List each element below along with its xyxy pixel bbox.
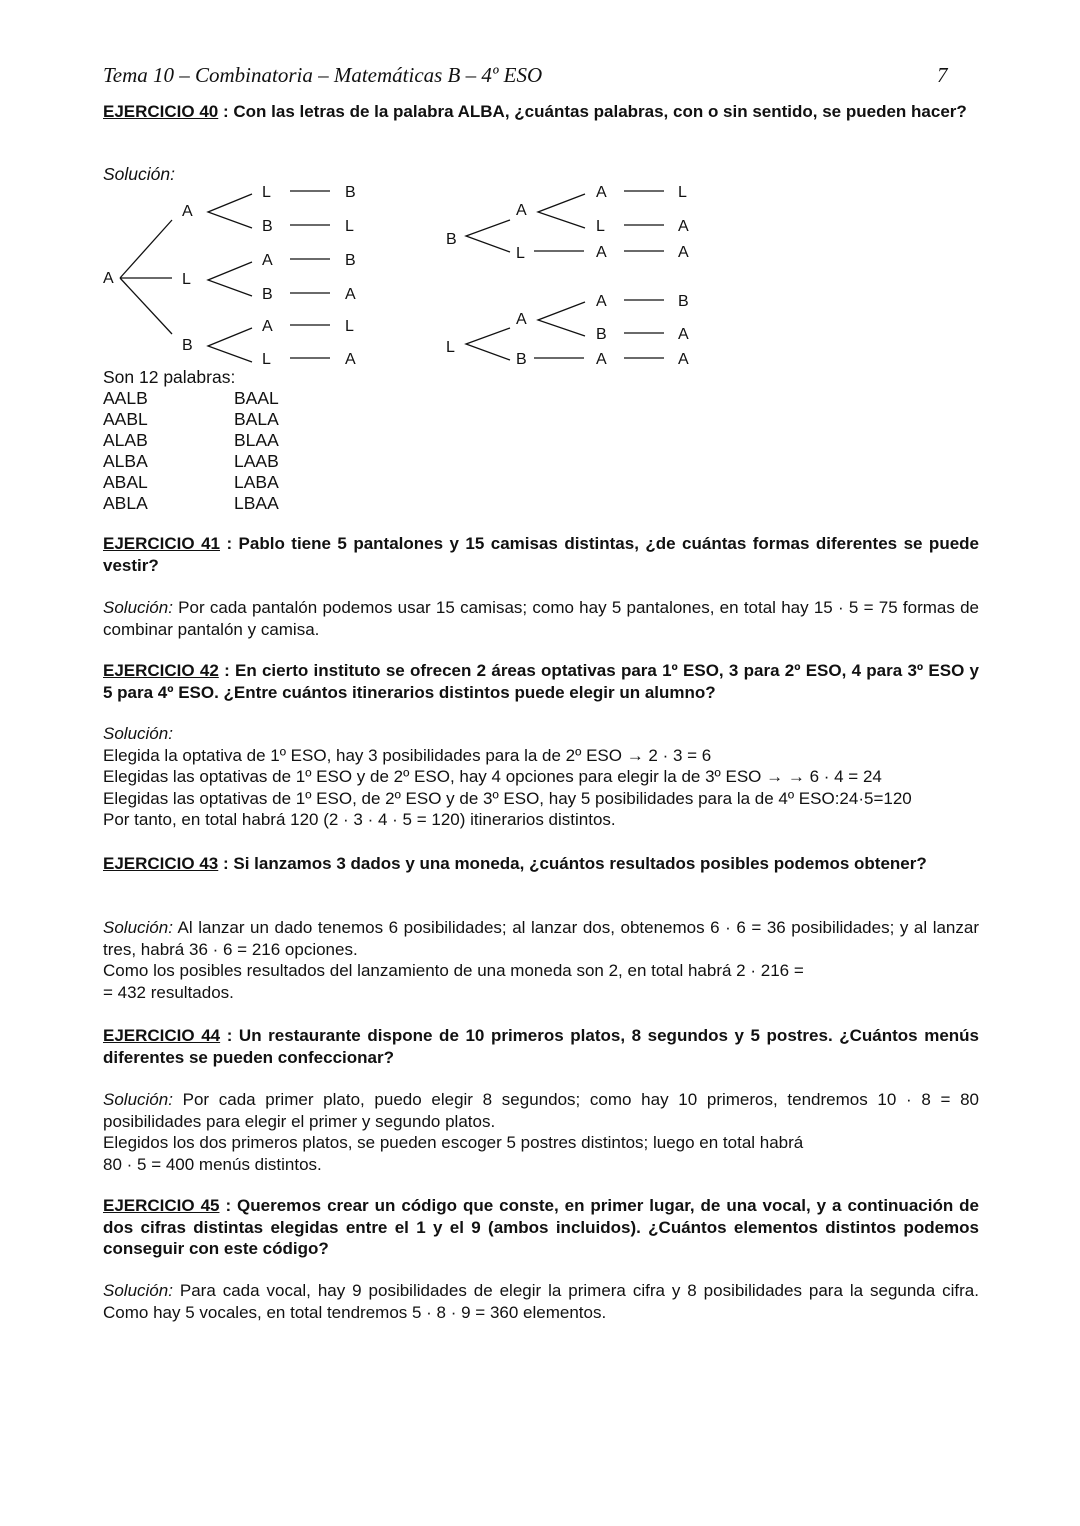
exercise-40-solution-label: Solución: — [103, 164, 175, 184]
tree3-fork — [466, 328, 510, 360]
tree1-l3-node: B — [345, 184, 356, 201]
word: AALB — [103, 388, 148, 408]
tree1-fork — [208, 262, 252, 296]
tree1-l3-node: L — [345, 318, 354, 335]
words-column-1 — [103, 388, 148, 514]
tree1-fork — [208, 328, 252, 362]
exercise-45-solution-label: Solución: — [103, 1281, 173, 1300]
word: LBAA — [234, 493, 279, 513]
tree2-l3-node: L — [678, 184, 687, 201]
tree3-l2-node: A — [596, 351, 607, 368]
exercise-44-label: EJERCICIO 44 — [103, 1026, 221, 1045]
exercise-44-solution — [103, 1089, 979, 1175]
exercise-42-line-3: Elegidas las optativas de 1º ESO, de 2º ESO y de 3º ESO, hay 5 posibilidades para la de 4º ESO:24·5=120 — [103, 788, 912, 808]
tree1-l2-node: A — [262, 318, 273, 335]
exercise-40-text: : Con las letras de la palabra ALBA, ¿cuántas palabras, con o sin sentido, se pueden hacer? — [218, 102, 967, 121]
word: BALA — [234, 409, 279, 429]
word: AABL — [103, 409, 148, 429]
exercise-41-label: EJERCICIO 41 — [103, 534, 220, 553]
tree1-l3-node: A — [345, 286, 356, 303]
exercise-41-solution — [103, 597, 979, 640]
exercise-44-line-3: 80 · 5 = 400 menús distintos. — [103, 1154, 322, 1174]
exercise-43-label: EJERCICIO 43 — [103, 854, 219, 873]
exercise-40-label: EJERCICIO 40 — [103, 102, 219, 121]
exercise-45-solution-text: Para cada vocal, hay 9 posibilidades de elegir la primera cifra y 8 posibilidades para la segunda cifra. Como hay 5 vocales, en total tendremos 5 · 8 · 9 = 360 elementos. — [103, 1281, 979, 1322]
tree3-l1-node: B — [516, 351, 527, 368]
exercise-44-solution-text: Por cada primer plato, puedo elegir 8 segundos; como hay 10 primeros, tendremos 10 · 8 = 80 posibilidades para elegir el primer y segundo platos. — [103, 1090, 979, 1131]
page-number: 7 — [937, 63, 948, 87]
exercise-42-question — [103, 660, 979, 703]
tree1-l1-node: A — [182, 203, 193, 220]
tree2-fork — [466, 220, 510, 252]
exercise-45-question — [103, 1195, 979, 1260]
exercise-42-line-4: Por tanto, en total habrá 120 (2 · 3 · 4 · 5 = 120) itinerarios distintos. — [103, 810, 616, 829]
tree3-fork — [538, 302, 585, 336]
exercise-44-solution-label: Solución: — [103, 1090, 173, 1109]
exercise-43-line-2: Como los posibles resultados del lanzamiento de una moneda son 2, en total habrá 2 · 216 = — [103, 961, 804, 980]
tree1-l2-node: B — [262, 218, 273, 235]
word: ABAL — [103, 472, 148, 492]
words-column-2 — [234, 388, 279, 514]
exercise-43-question — [103, 853, 979, 875]
exercise-42-solution-label: Solución: — [103, 724, 173, 743]
tree1-l3-node: L — [345, 218, 354, 235]
exercise-41-solution-text: Por cada pantalón podemos usar 15 camisas; como hay 5 pantalones, en total hay 15 · 5 = 75 formas de combinar pantalón y camisa. — [103, 598, 979, 639]
exercise-42-line-1: Elegida la optativa de 1º ESO, hay 3 posibilidades para la de 2º ESO → 2 · 3 = 6 — [103, 745, 712, 765]
word: ALBA — [103, 451, 148, 471]
exercise-41-text: : Pablo tiene 5 pantalones y 15 camisas distintas, ¿de cuántas formas diferentes se puede vestir? — [103, 534, 979, 575]
tree3-l3-node: A — [678, 326, 689, 343]
tree1-l3-node: A — [345, 351, 356, 368]
tree1-root: A — [103, 270, 114, 287]
exercise-44-text: : Un restaurante dispone de 10 primeros platos, 8 segundos y 5 postres. ¿Cuántos menús diferentes se pueden confeccionar? — [103, 1026, 979, 1067]
tree1-branch — [120, 278, 172, 334]
word: BLAA — [234, 430, 279, 450]
exercise-42-solution — [103, 723, 979, 831]
tree1-l1-node: L — [182, 271, 191, 288]
tree2-l3-node: A — [678, 244, 689, 261]
tree3-l1-node: A — [516, 311, 527, 328]
tree1-fork — [208, 194, 252, 228]
exercise-40-count: Son 12 palabras: — [103, 367, 236, 387]
exercise-43-solution — [103, 917, 979, 1003]
tree3-root: L — [446, 339, 455, 356]
tree2-fork — [538, 194, 585, 228]
exercise-43-solution-label: Solución: — [103, 918, 173, 937]
tree3-l2-node: B — [596, 326, 607, 343]
permutation-tree-diagram — [0, 0, 1080, 400]
exercise-43-line-3: = 432 resultados. — [103, 982, 234, 1002]
tree2-l1-node: A — [516, 202, 527, 219]
tree1-l2-node: A — [262, 252, 273, 269]
exercise-44-line-2: Elegidos los dos primeros platos, se pueden escoger 5 postres distintos; luego en total habrá — [103, 1133, 804, 1152]
exercise-45-text: : Queremos crear un código que conste, en primer lugar, de una vocal, y a continuación de dos cifras distintas elegidas entre el 1 y el 9 (ambos incluidos). ¿Cuántos elementos distintos podemos conseguir con este código? — [103, 1196, 979, 1258]
tree1-l2-node: L — [262, 351, 271, 368]
tree3-l3-node: A — [678, 351, 689, 368]
tree2-l3-node: A — [678, 218, 689, 235]
exercise-41-question — [103, 533, 979, 576]
exercise-45-solution — [103, 1280, 979, 1323]
page-header-title: Tema 10 – Combinatoria – Matemáticas B – 4º ESO — [103, 63, 543, 87]
word: ABLA — [103, 493, 148, 513]
word: LAAB — [234, 451, 279, 471]
word: BAAL — [234, 388, 279, 408]
exercise-42-line-2: Elegidas las optativas de 1º ESO y de 2º ESO, hay 4 opciones para elegir la de 3º ESO → → 6 · 4 = 24 — [103, 767, 882, 786]
tree2-root: B — [446, 231, 457, 248]
word: ALAB — [103, 430, 148, 450]
exercise-42-label: EJERCICIO 42 — [103, 661, 219, 680]
exercise-43-solution-text: Al lanzar un dado tenemos 6 posibilidades; al lanzar dos, obtenemos 6 · 6 = 36 posibilidades; y al lanzar tres, habrá 36 · 6 = 216 opciones. — [103, 918, 979, 959]
tree3-l2-node: A — [596, 293, 607, 310]
tree2-l1-node: L — [516, 245, 525, 262]
tree2-l2-node: A — [596, 184, 607, 201]
exercise-44-question — [103, 1025, 979, 1068]
tree1-l1-node: B — [182, 337, 193, 354]
tree3-l3-node: B — [678, 293, 689, 310]
exercise-45-label: EJERCICIO 45 — [103, 1196, 220, 1215]
tree1-l2-node: B — [262, 286, 273, 303]
tree1-l3-node: B — [345, 252, 356, 269]
tree1-l2-node: L — [262, 184, 271, 201]
tree1-branch — [120, 220, 172, 278]
tree2-l2-node: A — [596, 244, 607, 261]
exercise-43-text: : Si lanzamos 3 dados y una moneda, ¿cuántos resultados posibles podemos obtener? — [218, 854, 927, 873]
exercise-42-text: : En cierto instituto se ofrecen 2 áreas optativas para 1º ESO, 3 para 2º ESO, 4 para 3º ESO y 5 para 4º ESO. ¿Entre cuántos itinerarios distintos puede elegir un alumno? — [103, 661, 979, 702]
exercise-41-solution-label: Solución: — [103, 598, 173, 617]
tree2-l2-node: L — [596, 218, 605, 235]
word: LABA — [234, 472, 279, 492]
